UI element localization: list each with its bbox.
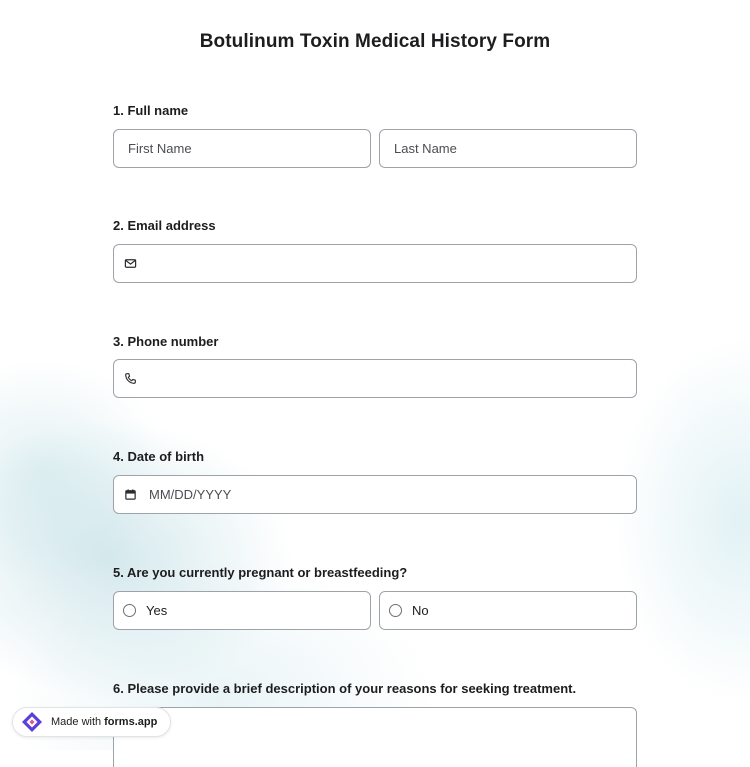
option-no[interactable]: [379, 591, 637, 630]
first-name-input[interactable]: [113, 129, 371, 168]
last-name-input[interactable]: [379, 129, 637, 168]
email-input[interactable]: [113, 244, 637, 283]
date-of-birth-input[interactable]: [113, 475, 637, 514]
form-title: Botulinum Toxin Medical History Form: [199, 31, 551, 52]
made-with-badge[interactable]: [12, 707, 171, 737]
first-name-placeholder: First Name: [128, 141, 192, 156]
last-name-placeholder: Last Name: [394, 141, 457, 156]
forms-app-logo-icon: [21, 711, 43, 733]
date-placeholder: MM/DD/YYYY: [149, 487, 232, 502]
calendar-icon: [124, 488, 137, 501]
question-label-phone: 3. Phone number: [113, 334, 219, 349]
question-label-email: 2. Email address: [113, 218, 216, 233]
radio-yes[interactable]: [123, 604, 136, 617]
question-label-full-name: 1. Full name: [113, 103, 189, 118]
option-yes[interactable]: [113, 591, 371, 630]
question-label-dob: 4. Date of birth: [113, 449, 205, 464]
brand-name: forms.app: [104, 716, 158, 728]
question-label-pregnant: 5. Are you currently pregnant or breastfeeding?: [113, 565, 408, 580]
question-label-reasons: 6. Please provide a brief description of your reasons for seeking treatment.: [113, 681, 577, 696]
mail-icon: [124, 257, 137, 270]
made-with-text: Made with: [51, 716, 102, 728]
phone-input[interactable]: [113, 359, 637, 398]
option-no-label: No: [412, 603, 429, 618]
reasons-textarea[interactable]: [113, 707, 637, 767]
radio-no[interactable]: [389, 604, 402, 617]
phone-icon: [124, 372, 137, 385]
option-yes-label: Yes: [146, 603, 168, 618]
